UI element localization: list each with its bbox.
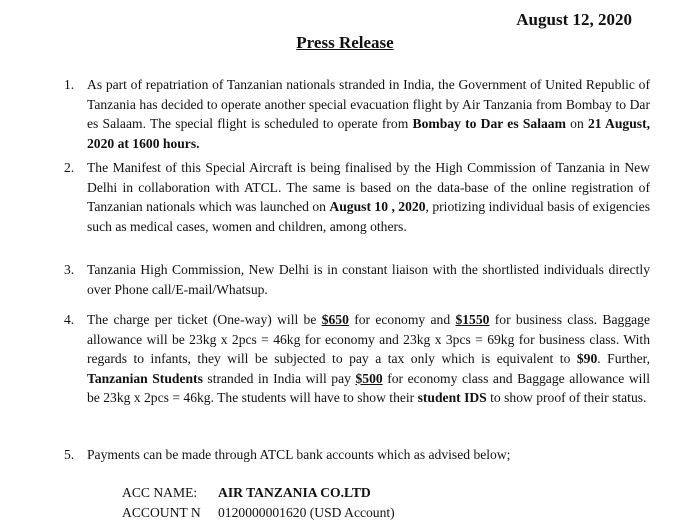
list-item-5 [64, 445, 650, 465]
item-number: 3. [64, 262, 75, 277]
account-name-value: AIR TANZANIA CO.LTD [218, 485, 371, 500]
item-number: 2. [64, 160, 75, 175]
list-item-2 [64, 158, 650, 236]
account-number-row [122, 503, 395, 523]
account-number-value: 0120000001620 (USD Account) [218, 505, 395, 520]
item-text: As part of repatriation of Tanzanian nationals stranded in India, the Government of United Republic of Tanzania has decided to operate another special evacuation flight by Air Tanzania from Bombay to Dar es Salaam. The special flight is scheduled to operate from Bombay to Dar es Salaam on 21 August, 2020 at 1600 hours. [87, 77, 651, 151]
item-text: Tanzania High Commission, New Delhi is in constant liaison with the shortlisted individuals directly over Phone call/E-mail/Whatsup. [87, 262, 650, 297]
list-item-4 [64, 310, 650, 408]
account-number-label: ACCOUNT N [122, 505, 201, 520]
item-number: 5. [64, 447, 75, 462]
date: August 12, 2020 [516, 10, 632, 29]
item-text: Payments can be made through ATCL bank accounts which as advised below; [87, 447, 511, 462]
list-item-3 [64, 260, 650, 299]
list-item-1 [64, 75, 650, 153]
item-number: 1. [64, 77, 75, 92]
page-title: Press Release [296, 33, 394, 52]
account-name-label: ACC NAME: [122, 485, 198, 500]
item-text: The Manifest of this Special Aircraft is being finalised by the High Commission of Tanzania in New Delhi in collaboration with ATCL. The same is based on the data-base of the online registration of Tanzanian nationals which was launched on August 10 , 2020, priotizing individual basis of exigencies such as medical cases, women and children, among others. [87, 160, 650, 234]
item-text: The charge per ticket (One-way) will be $650 for economy and $1550 for business class. Baggage allowance will be 23kg x 2pcs = 46kg for economy and 23kg x 3pcs = 69kg for business class. With regards to infants, they will be subjected to pay a tax only which is equivalent to $90. Further, Tanzanian Students stranded in India will pay $500 for economy class and Baggage allowance will be 23kg x 2pcs = 46kg. The students will have to show their student IDS to show proof of their status. [87, 312, 650, 405]
account-name-row [122, 483, 371, 503]
item-number: 4. [64, 312, 75, 327]
